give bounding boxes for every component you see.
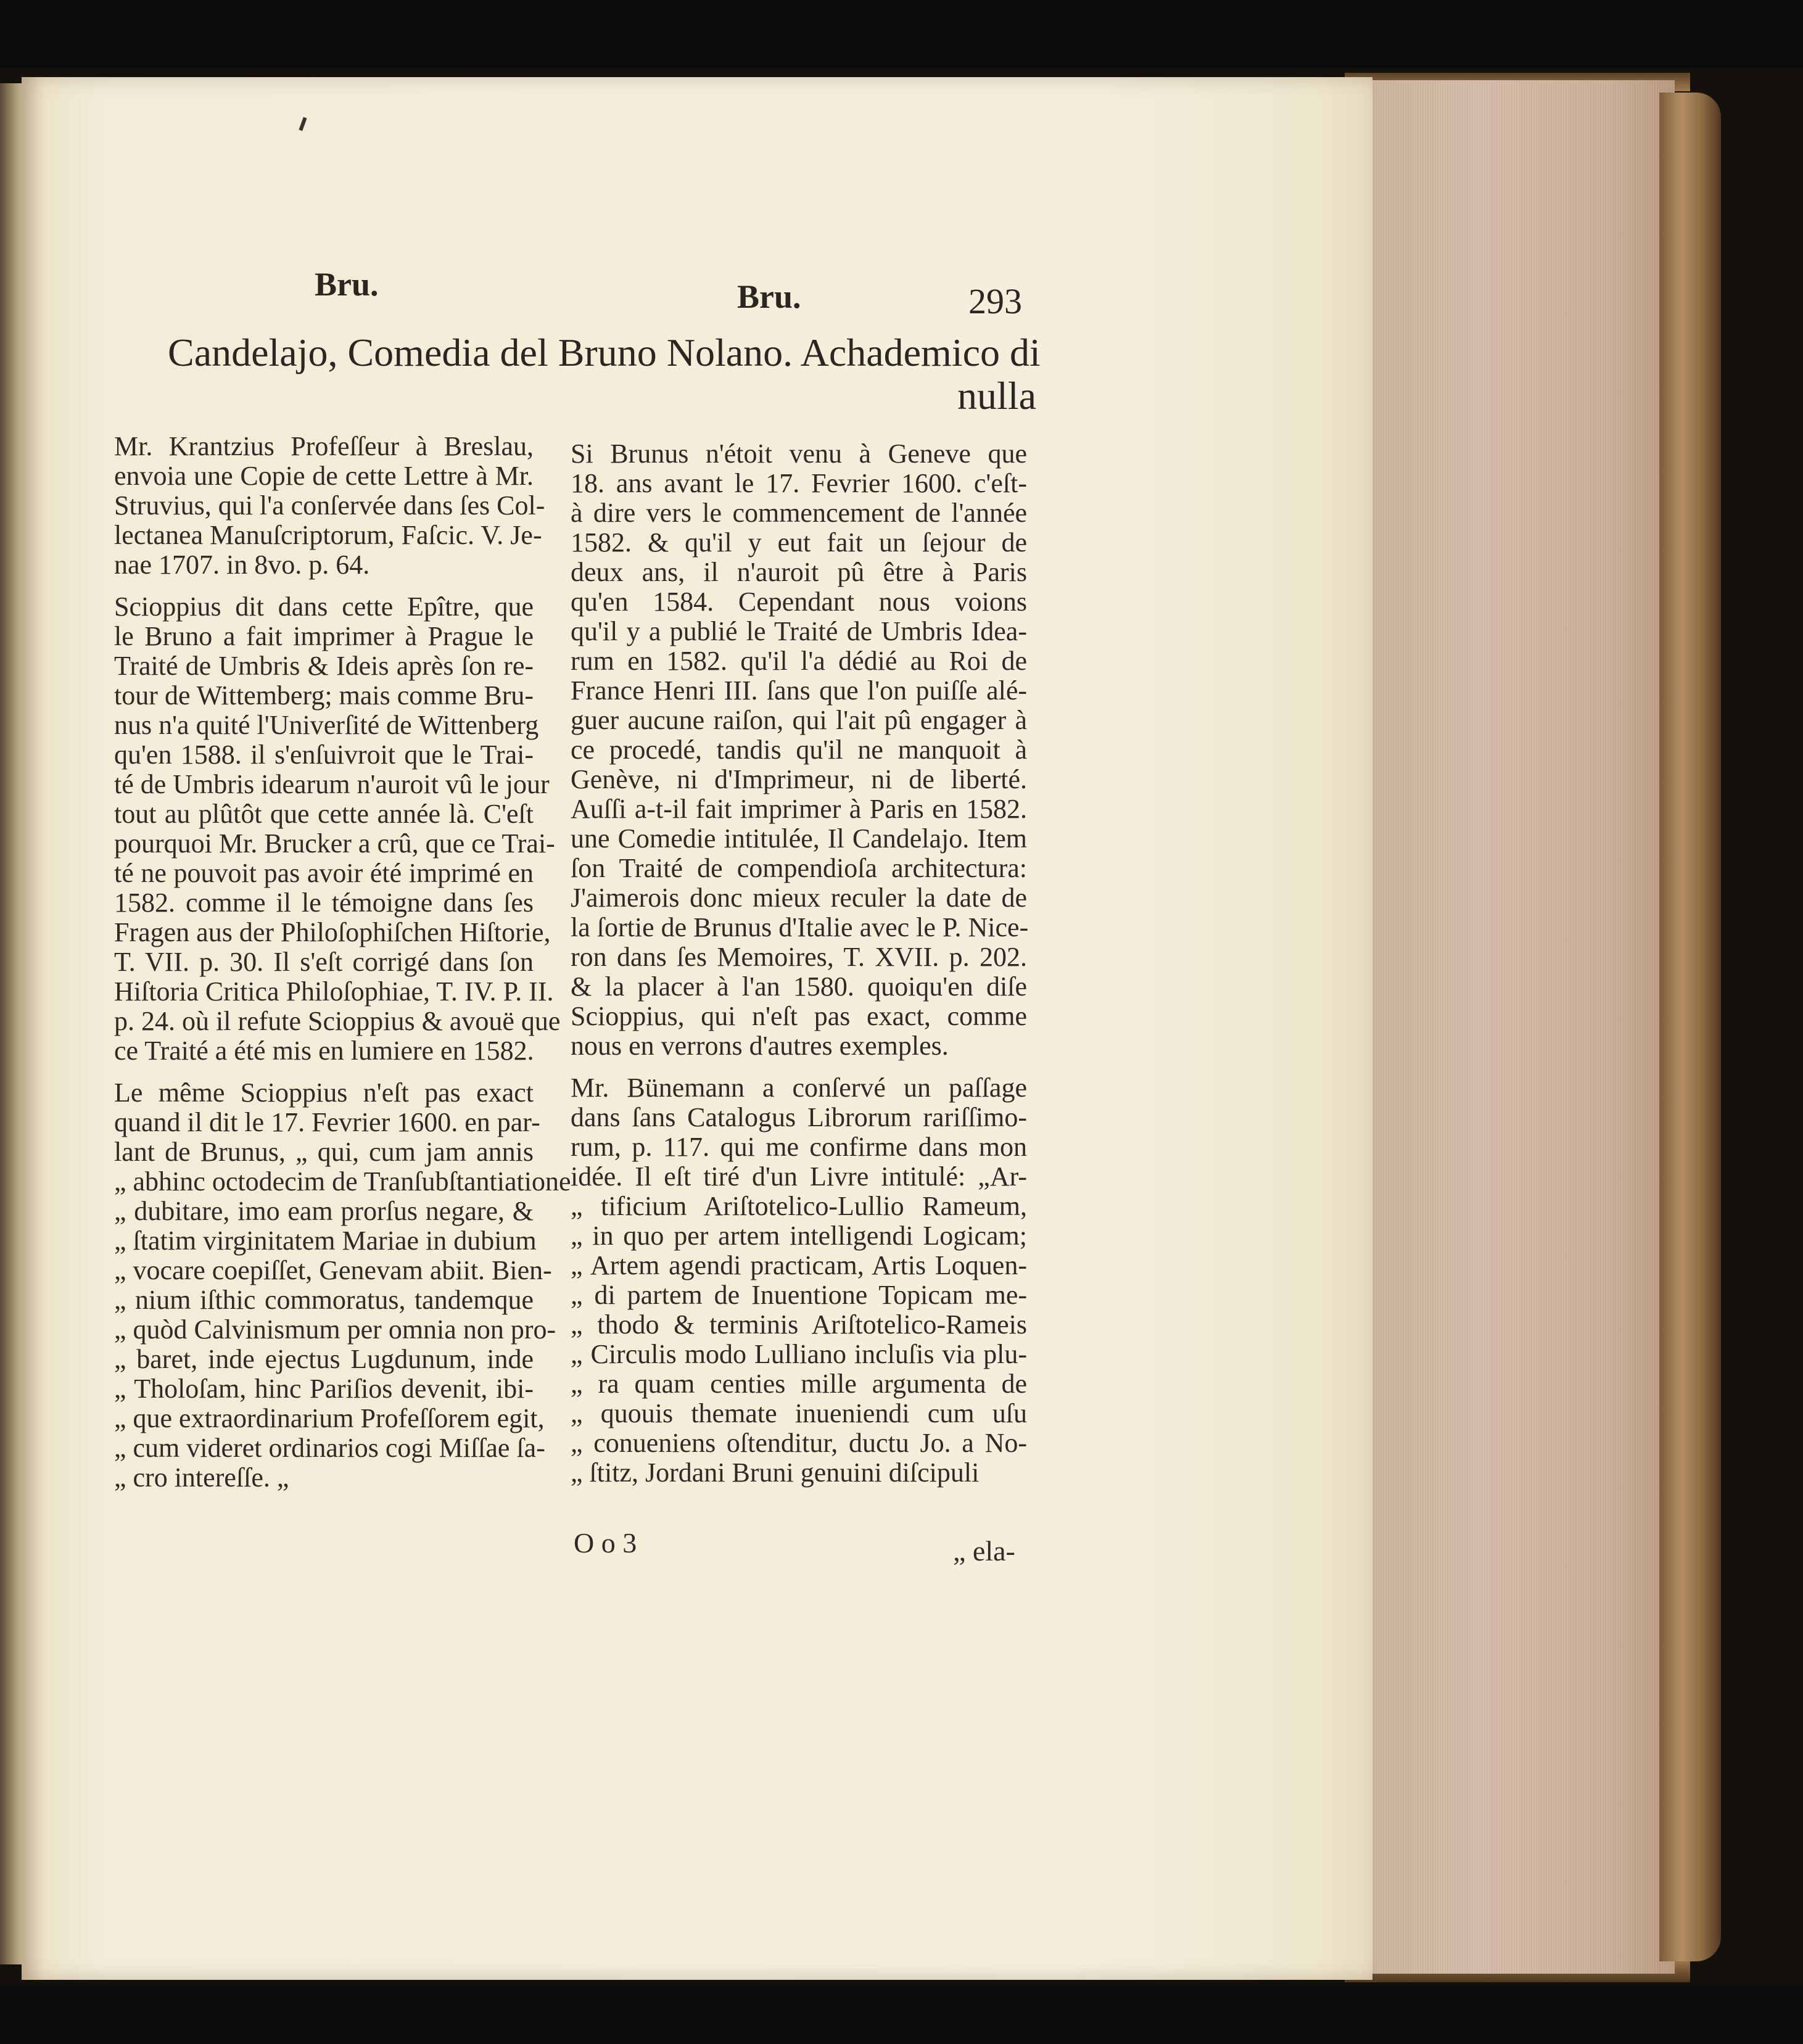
- text-line: rum en 1582. qu'il l'a dédié au Roi de: [571, 646, 1027, 676]
- signature-mark: O o 3: [574, 1527, 637, 1559]
- text-line: Mr. Bünemann a conſervé un paſſage: [571, 1073, 1027, 1103]
- text-line: ron dans ſes Memoires, T. XVII. p. 202.: [571, 942, 1027, 972]
- page-fore-edge: [1354, 80, 1675, 1974]
- text-line: Fragen aus der Philoſophiſchen Hiſtorie,: [114, 917, 551, 947]
- text-line: „ Tholoſam, hinc Pariſios devenit, ibi-: [114, 1374, 534, 1404]
- paragraph-gap: [571, 1061, 1027, 1073]
- text-line: envoia une Copie de cette Lettre à Mr.: [114, 461, 534, 491]
- text-line: „ quouis themate inueniendi cum uſu: [571, 1398, 1027, 1428]
- text-line: J'aimerois donc mieux reculer la date de: [571, 883, 1027, 913]
- text-line: Traité de Umbris & Ideis après ſon re-: [114, 651, 534, 681]
- text-line: tour de Wittemberg; mais comme Bru-: [114, 680, 534, 711]
- page-number: 293: [968, 281, 1022, 321]
- text-line: „ que extraordinarium Profeſſorem egit,: [114, 1403, 545, 1433]
- text-line: „ thodo & terminis Ariſtotelico-Rameis: [571, 1309, 1027, 1340]
- text-line: tout au plûtôt que cette année là. C'eſt: [114, 799, 534, 829]
- text-line: „ nium iſthic commoratus, tandemque: [114, 1285, 534, 1315]
- text-line: Genève, ni d'Imprimeur, ni de liberté.: [571, 764, 1027, 794]
- text-line: „ conueniens oſtenditur, ductu Jo. a No-: [571, 1428, 1027, 1458]
- text-line: „ dubitare, imo eam prorſus negare, &: [114, 1196, 534, 1226]
- text-line: T. VII. p. 30. Il s'eſt corrigé dans ſon: [114, 947, 534, 977]
- left-text-column: [114, 431, 571, 1493]
- text-line: le Bruno a fait imprimer à Prague le: [114, 621, 534, 651]
- text-line: Hiſtoria Critica Philoſophiae, T. IV. P. II.: [114, 976, 554, 1007]
- page-title-line1: Candelajo, Comedia del Bruno Nolano. Achademico di: [168, 331, 1041, 374]
- text-line: qu'en 1588. il s'enſuivroit que le Trai-: [114, 740, 534, 770]
- text-line: ce procedé, tandis qu'il ne manquoit à: [571, 735, 1027, 765]
- text-line: ſon Traité de compendioſa architectura:: [571, 853, 1027, 883]
- running-head-center: Bru.: [737, 278, 801, 315]
- text-line: nus n'a quité l'Univerſité de Wittenberg: [114, 710, 539, 740]
- text-line: guer aucune raiſon, qui l'ait pû engager à: [571, 705, 1027, 735]
- text-line: la ſortie de Brunus d'Italie avec le P. Nice-: [571, 912, 1029, 942]
- text-line: Scioppius dit dans cette Epître, que: [114, 591, 534, 622]
- text-line: dans ſans Catalogus Librorum rariſſimo-: [571, 1102, 1027, 1132]
- text-line: Si Brunus n'étoit venu à Geneve que: [571, 439, 1027, 469]
- text-line: lectanea Manuſcriptorum, Faſcic. V. Je-: [114, 520, 542, 550]
- text-line: lant de Brunus, „ qui, cum jam annis: [114, 1137, 534, 1167]
- text-line: „ tificium Ariſtotelico-Lullio Rameum,: [571, 1191, 1027, 1221]
- text-line: „ vocare coepiſſet, Genevam abiit. Bien-: [114, 1255, 552, 1285]
- text-line: nous en verrons d'autres exemples.: [571, 1031, 949, 1061]
- text-line: „ quòd Calvinismum per omnia non pro-: [114, 1314, 556, 1345]
- text-line: „ in quo per artem intelligendi Logicam;: [571, 1221, 1027, 1251]
- text-line: qu'en 1584. Cependant nous voions: [571, 587, 1027, 617]
- text-line: Le même Scioppius n'eſt pas exact: [114, 1078, 534, 1108]
- text-line: té de Umbris idearum n'auroit vû le jour: [114, 769, 550, 799]
- text-line: Auſſi a-t-il fait imprimer à Paris en 1582.: [571, 794, 1027, 824]
- text-line: „ abhinc octodecim de Tranſubſtantiatione: [114, 1166, 571, 1197]
- text-line: „ ſtatim virginitatem Mariae in dubium: [114, 1226, 537, 1256]
- right-text-column: [571, 439, 1027, 1488]
- text-line: rum, p. 117. qui me confirme dans mon: [571, 1132, 1027, 1162]
- text-line: p. 24. où il refute Scioppius & avouë que: [114, 1006, 561, 1036]
- text-line: „ cro intereſſe. „: [114, 1462, 289, 1493]
- text-line: 18. ans avant le 17. Fevrier 1600. c'eſt-: [571, 468, 1027, 498]
- text-line: une Comedie intitulée, Il Candelajo. Item: [571, 823, 1027, 854]
- paragraph-gap: [114, 1066, 534, 1078]
- running-head-left: Bru.: [315, 266, 379, 303]
- text-line: té ne pouvoit pas avoir été imprimé en: [114, 858, 534, 888]
- text-line: „ baret, inde ejectus Lugdunum, inde: [114, 1344, 534, 1374]
- paragraph-gap: [114, 580, 534, 592]
- catchword: „ ela-: [953, 1535, 1015, 1567]
- leather-cover-edge: [1659, 93, 1721, 1961]
- text-line: Struvius, qui l'a conſervée dans ſes Col-: [114, 490, 545, 521]
- text-line: „ Circulis modo Lulliano incluſis via plu-: [571, 1339, 1027, 1369]
- text-line: nae 1707. in 8vo. p. 64.: [114, 550, 370, 580]
- text-line: „ Artem agendi practicam, Artis Loquen-: [571, 1250, 1027, 1280]
- text-line: pourquoi Mr. Brucker a crû, que ce Trai-: [114, 828, 555, 859]
- text-line: „ ſtitz, Jordani Bruni genuini diſcipuli: [571, 1457, 980, 1488]
- text-line: deux ans, il n'auroit pû être à Paris: [571, 557, 1027, 587]
- text-line: „ cum videret ordinarios cogi Miſſae ſa-: [114, 1433, 545, 1463]
- text-line: quand il dit le 17. Fevrier 1600. en par-: [114, 1107, 540, 1137]
- text-line: qu'il y a publié le Traité de Umbris Idea-: [571, 616, 1027, 646]
- text-line: 1582. comme il le témoigne dans ſes: [114, 888, 534, 918]
- text-line: idée. Il eſt tiré d'un Livre intitulé: „Ar-: [571, 1161, 1027, 1192]
- text-line: Mr. Krantzius Profeſſeur à Breslau,: [114, 431, 534, 461]
- text-line: à dire vers le commencement de l'année: [571, 498, 1027, 528]
- text-line: 1582. & qu'il y eut fait un ſejour de: [571, 527, 1027, 558]
- text-line: „ di partem de Inuentione Topicam me-: [571, 1280, 1027, 1310]
- text-line: Scioppius, qui n'eſt pas exact, comme: [571, 1001, 1027, 1031]
- text-line: ce Traité a été mis en lumiere en 1582.: [114, 1036, 534, 1066]
- page-title-line2: nulla: [957, 374, 1036, 418]
- text-line: „ ra quam centies mille argumenta de: [571, 1369, 1027, 1399]
- text-line: & la placer à l'an 1580. quoiqu'en diſe: [571, 971, 1027, 1002]
- text-line: France Henri III. ſans que l'on puiſſe alé-: [571, 675, 1027, 706]
